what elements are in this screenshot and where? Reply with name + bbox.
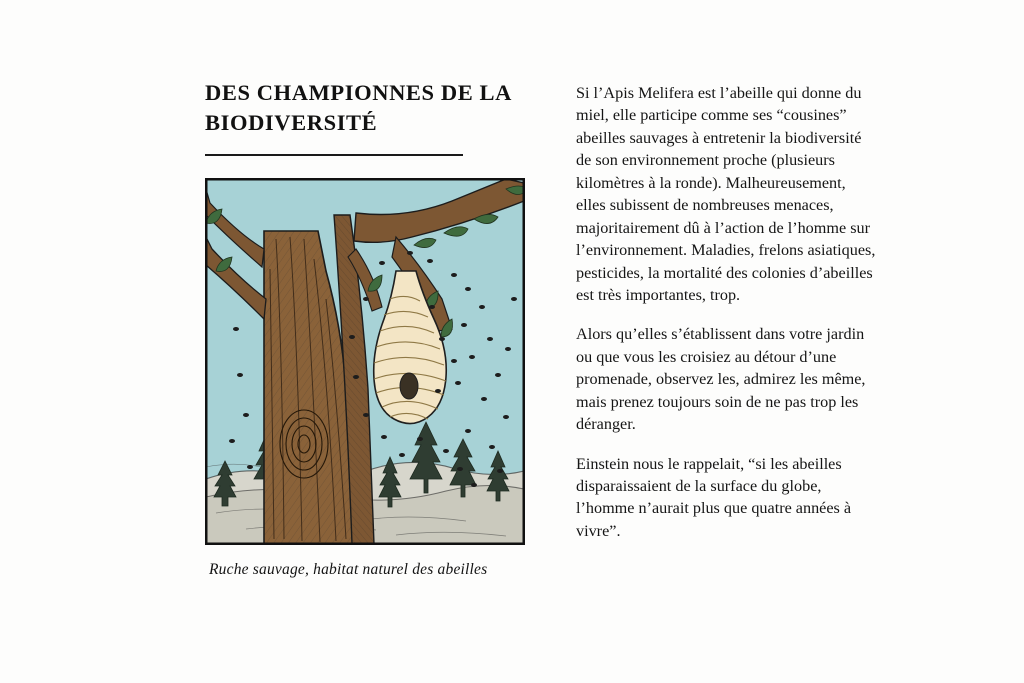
left-column (205, 78, 540, 579)
body-paragraph-1: Si l’Apis Melifera est l’abeille qui donne du miel, elle participe comme ses “cousines” abeilles sauvages à entretenir la biodiversité de son environnement proche (plusieurs kilomètres à la ronde). Malheureusement, elles subissent de nombreuses menaces, majoritairement dû à l’action de l’homme sur l’environnement. Maladies, frelons asiatiques, pesticides, la mortalité des colonies d’abeilles est très importantes, trop. (576, 84, 876, 304)
page-title: DES CHAMPIONNES DE LA BIODIVERSITÉ (205, 80, 511, 135)
title-divider (205, 154, 463, 156)
body-paragraph-2: Alors qu’elles s’établissent dans votre jardin ou que vous les croisiez au détour d’une promenade, observez les, admirez les même, mais prenez toujours soin de ne pas trop les déranger. (576, 325, 866, 434)
hive-illustration-svg (206, 179, 524, 544)
hive-illustration (205, 178, 525, 545)
right-column (576, 82, 876, 542)
body-paragraph-3: Einstein nous le rappelait, “si les abeilles disparaissaient de la surface du globe, l’homme n’aurait plus que quatre années à vivre”. (576, 454, 852, 540)
figure-caption: Ruche sauvage, habitat naturel des abeilles (209, 560, 488, 578)
